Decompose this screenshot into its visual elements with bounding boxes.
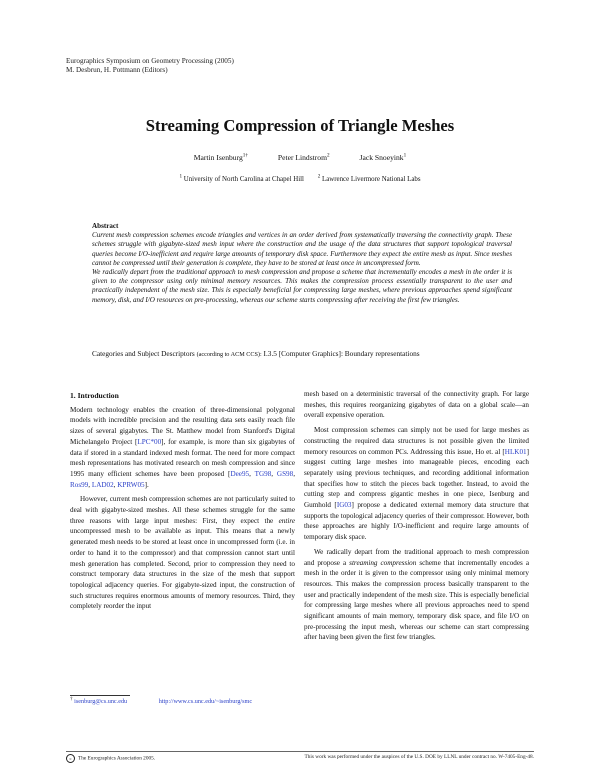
text-run: uncompressed mesh to be available as input. This means that a newly generated mesh needs to be stored at least once in uncompressed form (i.e. in order to hand it to the compressor) and that compression cannot start until mesh generation has completed. Second, prior to compression they need to construct temporary data structures in the size of the mesh that support topological adjacency queries. For gigabyte-sized input, the construction of such structures requires enormous amounts of memory resources. Third, they completely reorder the input <box>70 527 295 611</box>
venue-line-2: M. Desbrun, H. Pottmann (Editors) <box>66 66 168 75</box>
text-run: We radically depart from the traditional approach to mesh compression and propose a <box>304 547 529 567</box>
author-sup: 1 <box>403 152 407 159</box>
footnote-rule <box>70 695 130 696</box>
citation-link[interactable]: LPC*00 <box>137 437 162 446</box>
affiliation-name: Lawrence Livermore National Labs <box>322 176 421 183</box>
affiliation-name: University of North Carolina at Chapel Hill <box>183 176 304 183</box>
author-snoeyink <box>360 153 407 162</box>
intro-paragraph-1: Modern technology enables the creation of three-dimensional polygonal models with incredible precision and the resulting data sets easily reach file sizes of several gigabytes. The St. Matthew model from Stanford's Digital Michelangelo Project [LPC*00], for example, is more than six gigabytes of data if stored in a standard indexed mesh format. The need for more compact mesh representations has motivated research on mesh compression and since 1995 many efficient schemes have been proposed [Dee95, TG98, GS98, Ros99, LAD02, KPRW05]. <box>70 405 295 489</box>
right-paragraph-3 <box>304 547 529 643</box>
citation-link[interactable]: Dee95 <box>230 469 250 478</box>
emphasis: streaming compression <box>349 558 417 567</box>
affiliation-llnl <box>317 173 421 183</box>
emphasis: entire <box>278 516 295 525</box>
copyright-icon: c <box>66 754 75 763</box>
left-column <box>70 391 295 616</box>
author-lindstrom <box>278 153 330 162</box>
categories-label: Categories and Subject Descriptors <box>92 349 195 358</box>
author-name: Jack Snoeyink <box>359 153 404 162</box>
text-run: Modern technology enables the creation of three-dimensional polygonal models with incredible precision and the resulting data sets easily reach file sizes of several gigabytes. The St. Matthew model from Stanford's Digital Michelangelo Project [ <box>70 405 295 446</box>
text-run: ], for example, is more than six gigabytes of data if stored in a standard indexed mesh format. The need for more compact mesh representations has motivated research on mesh compression and since 1995 many efficient schemes have been proposed [ <box>70 437 295 478</box>
footer-rule <box>66 751 534 752</box>
paper-title: Streaming Compression of Triangle Meshes <box>145 116 455 135</box>
text-run: ]. <box>144 480 149 489</box>
citation-link[interactable]: IG03 <box>336 501 352 510</box>
affiliation-sup: 1 <box>179 173 183 180</box>
affiliation-sup: 2 <box>317 173 321 180</box>
author-list <box>0 153 600 162</box>
categories-note: (according to ACM CCS): <box>196 351 262 358</box>
affiliation-list <box>0 173 600 183</box>
text-run: scheme that incrementally encodes a mesh in the order it is given to the compressor using only minimal memory resources. This makes the compression process basically transparent to the user and practically independent of the mesh size. This is especially beneficial for compressing large meshes where all previous approaches need to spend significant amounts of main memory, temporary disk space, and file I/O on pre-processing the input mesh, whereas our scheme can start compressing after having been given the first few triangles. <box>304 558 529 642</box>
categories-line <box>92 349 522 358</box>
footer-funding: This work was performed under the auspices of the U.S. DOE by LLNL under contract no. W-7405-Eng-48. <box>304 754 534 760</box>
citation-link[interactable]: TG98 <box>254 469 272 478</box>
abstract-block <box>92 222 512 305</box>
footnote-mark: † <box>70 695 73 702</box>
author-name: Peter Lindstrom <box>277 153 328 162</box>
venue-line-1: Eurographics Symposium on Geometry Processing (2005) <box>66 57 234 65</box>
author-sup: 2 <box>327 152 330 159</box>
footer-left-text: The Eurographics Association 2005. <box>78 755 156 762</box>
text-run: ] suggest cutting large meshes into manageable pieces, encoding each separately using previous techniques, and recording additional information that specifies how to stitch the pieces back together. Instead, to avoid the cutting step and compress gigantic meshes in one piece, Isenburg and Gumhold [ <box>304 447 529 510</box>
text-run: ] propose a dedicated external memory data structure that supports the topological adjacency queries of their compressor. However, both these approaches are highly I/O-inefficient and require large amounts of temporary disk space. <box>304 501 529 542</box>
citation-link[interactable]: LAD02 <box>91 480 114 489</box>
affiliation-unc <box>179 173 304 183</box>
footnote-email-link[interactable]: isenburg@cs.unc.edu <box>74 698 128 705</box>
text-run: However, current mesh compression schemes are not particularly suited to deal with gigabyte-sized meshes. All these schemes struggle for the same three reasons with large input meshes: First, they expect the <box>70 495 295 525</box>
intro-paragraph-2 <box>70 494 295 612</box>
right-paragraph-2 <box>304 425 529 543</box>
citation-link[interactable]: Ros99 <box>70 480 89 489</box>
right-paragraph-1: mesh based on a deterministic traversal of the connectivity graph. For large meshes, this requires reorganizing gigabytes of data on a global scale—an overall expensive operation. <box>304 390 529 420</box>
section-heading: 1. Introduction <box>70 391 119 400</box>
text-run: Most compression schemes can simply not be used for large meshes as constructing the required data structures is not possible given the limited memory resources on common PCs. Addressing this issue, Ho et. al [ <box>304 426 529 456</box>
categories-value: I.3.5 [Computer Graphics]: Boundary representations <box>263 349 420 358</box>
author-sup: 1† <box>242 152 248 159</box>
abstract-paragraph-2: We radically depart from the traditional approach to mesh compression and propose a scheme that incrementally encodes a mesh in the order it is given to the compressor using only minimal memory resources. This makes the compression process essentially transparent to the user and practically independent of the mesh size. This is especially beneficial for compressing large meshes, where previous approaches spend significant memory, disk, and I/O resources on pre-processing, whereas our scheme starts compressing after receiving the first few triangles. <box>92 268 512 304</box>
abstract-paragraph-1: Current mesh compression schemes encode triangles and vertices in an order derived from systematically traversing the connectivity graph. These schemes struggle with gigabyte-sized mesh input where the construction and the usage of the data structures that support topological traversal queries become I/O-inefficient and require large amounts of temporary disk space. Furthermore they expect the entire mesh as input. Since meshes cannot be compressed until their generation is complete, they have to be stored at least once in uncompressed form. <box>92 231 512 267</box>
footnote-url-link[interactable]: http://www.cs.unc.edu/~isenburg/smc <box>158 698 253 705</box>
right-column <box>304 389 529 647</box>
author-isenburg <box>194 153 248 162</box>
venue-header <box>66 57 234 75</box>
footer-copyright <box>66 754 155 763</box>
author-name: Martin Isenburg <box>193 153 243 162</box>
abstract-heading: Abstract <box>92 222 119 230</box>
citation-link[interactable]: KPRW05 <box>117 480 145 489</box>
citation-link[interactable]: HLK01 <box>504 447 527 456</box>
citation-link[interactable]: GS98 <box>276 469 294 478</box>
footnote <box>70 695 253 705</box>
